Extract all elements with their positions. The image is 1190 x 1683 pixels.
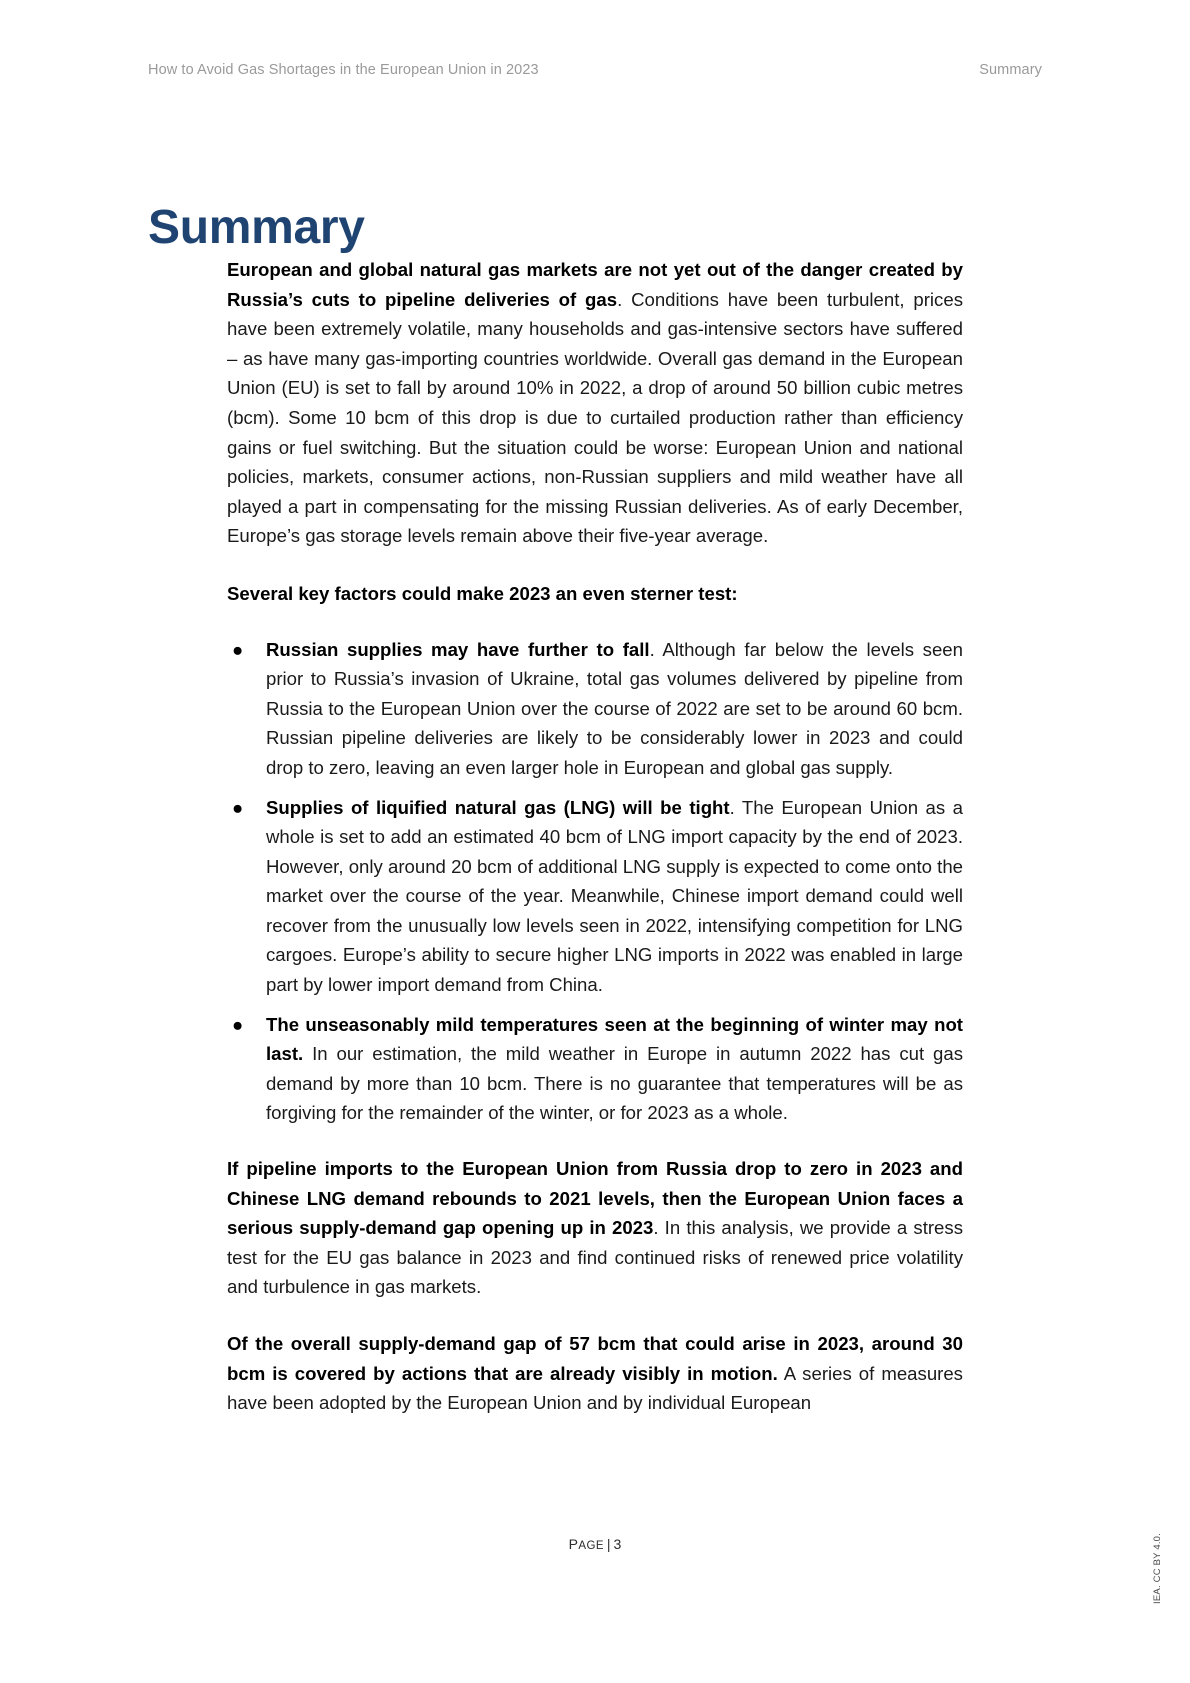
footer-page-label [568,1536,604,1552]
paragraph-stress-test-lead: If pipeline imports to the European Union from Russia drop to zero in 2023 and Chinese LNG demand rebounds to 2021 levels, then the European Union faces a serious supply-demand gap opening up in 2023 [227,1158,963,1239]
list-item-lead: Russian supplies may have further to fall [266,638,650,660]
paragraph-stress-test [227,1154,963,1302]
paragraph-supply-gap-rest: A series of measures have been adopted by the European Union and by individual European [227,1362,963,1414]
page-title: Summary [148,201,365,255]
list-item-lead: Supplies of liquified natural gas (LNG) will be tight [266,796,730,818]
running-header-section: Summary [979,62,1042,78]
running-header [148,62,1042,78]
footer-separator: | [606,1536,611,1552]
bullet-icon: ● [232,796,244,818]
paragraph-stress-test-rest: . In this analysis, we provide a stress test for the EU gas balance in 2023 and find continued risks of renewed price volatility and turbulence in gas markets. [227,1217,963,1298]
document-body [227,255,963,1418]
list-item-text: In our estimation, the mild weather in Europe in autumn 2022 has cut gas demand by more than 10 bcm. There is no guarantee that temperatures will be as forgiving for the remainder of the winter, or for 2023 as a whole. [266,1043,963,1124]
paragraph-intro-rest: . Conditions have been turbulent, prices have been extremely volatile, many households and gas-intensive sectors have suffered – as have many gas-importing countries worldwide. Overall gas demand in the European Union (EU) is set to fall by around 10% in 2022, a drop of around 50 billion cubic metres (bcm). Some 10 bcm of this drop is due to curtailed production rather than efficiency gains or fuel switching. But the situation could be worse: European Union and national policies, markets, consumer actions, non-Russian suppliers and mild weather have all played a part in compensating for the missing Russian deliveries. As of early December, Europe’s gas storage levels remain above their five-year average. [227,288,963,547]
subheading-key-factors: Several key factors could make 2023 an even sterner test: [227,582,738,604]
bullet-icon: ● [232,638,244,660]
list-item [227,1010,963,1128]
paragraph-intro-lead: European and global natural gas markets are not yet out of the danger created by Russia’s cuts to pipeline deliveries of gas [227,259,963,310]
list-item [227,793,963,1000]
footer-page-label-cap: P [568,1536,579,1552]
paragraph-supply-gap [227,1329,963,1418]
page-footer [0,1536,1190,1552]
list-item-text: . Although far below the levels seen prior to Russia’s invasion of Ukraine, total gas volumes delivered by pipeline from Russia to the European Union over the course of 2022 are set to be around 60 bcm. Russian pipeline deliveries are likely to be considerably lower in 2023 and could drop to zero, leaving an even larger hole in European and global gas supply. [266,638,963,778]
running-header-title: How to Avoid Gas Shortages in the European Union in 2023 [148,62,539,78]
paragraph-intro [227,255,963,551]
list-item [227,635,963,783]
key-factors-list [227,635,963,1129]
side-credit-license: IEA. CC BY 4.0. [1152,1533,1163,1604]
footer-page-label-rest: AGE [578,1540,604,1552]
list-item-lead: The unseasonably mild temperatures seen at the beginning of winter may not last. [266,1013,963,1065]
list-item-text: . The European Union as a whole is set to add an estimated 40 bcm of LNG import capacity by the end of 2023. However, only around 20 bcm of additional LNG supply is expected to come onto the market over the course of the year. Meanwhile, Chinese import demand could well recover from the unusually low levels seen in 2022, intensifying competition for LNG cargoes. Europe’s ability to secure higher LNG imports in 2022 was enabled in large part by lower import demand from China. [266,796,963,996]
bullet-icon: ● [232,1013,244,1035]
footer-page-number: 3 [613,1536,622,1552]
paragraph-supply-gap-lead: Of the overall supply-demand gap of 57 bcm that could arise in 2023, around 30 bcm is covered by actions that are already visibly in motion. [227,1333,963,1384]
